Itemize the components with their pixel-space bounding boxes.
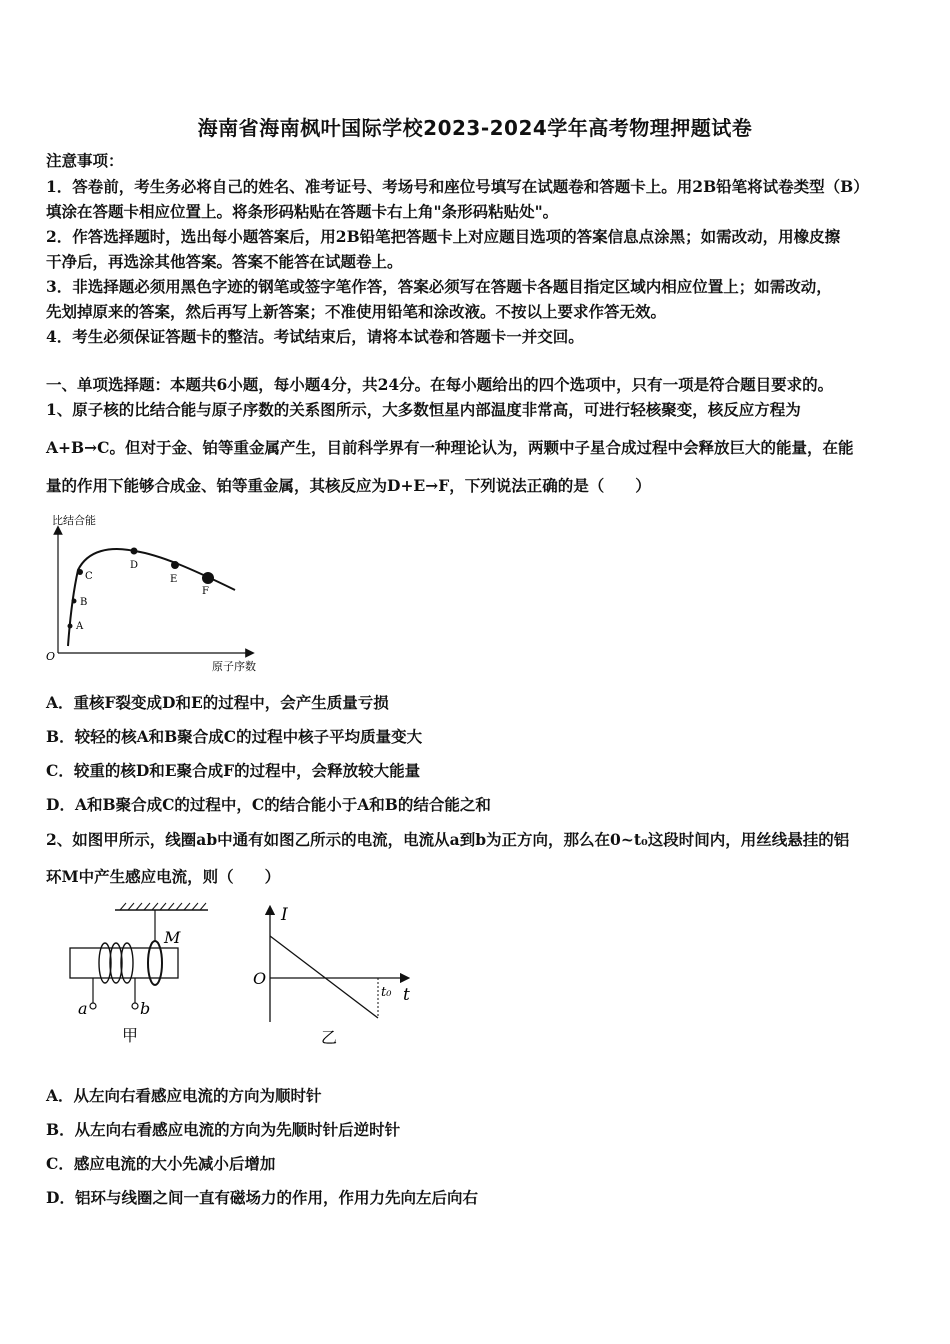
page-title: 海南省海南枫叶国际学校2023-2024学年高考物理押题试卷	[197, 116, 753, 140]
q1-option-b: B．较轻的核A和B聚合成C的过程中核子平均质量变大	[46, 727, 423, 746]
label-a: A	[76, 621, 84, 632]
t0-label: t₀	[381, 985, 392, 1000]
q2-option-a: A．从左向右看感应电流的方向为顺时针	[46, 1086, 322, 1105]
label-c: C	[85, 571, 93, 582]
current-graph	[245, 900, 430, 1050]
q2-option-b: B．从左向右看感应电流的方向为先顺时针后逆时针	[46, 1120, 401, 1139]
q1-option-a: A．重核F裂变成D和E的过程中，会产生质量亏损	[46, 693, 389, 712]
q2-option-c: C．感应电流的大小先减小后增加	[46, 1154, 276, 1173]
q1-stem: 量的作用下能够合成金、铂等重金属，其核反应为D+E→F，下列说法正确的是（ ）	[46, 476, 651, 495]
y-axis-label: 比结合能	[52, 514, 96, 527]
caption-jia: 甲	[122, 1026, 139, 1045]
q2-option-d: D．铝环与线圈之间一直有磁场力的作用，作用力先向左后向右	[46, 1188, 478, 1207]
q2-stem: 2、如图甲所示，线圈ab中通有如图乙所示的电流，电流从a到b为正方向，那么在0~t₀这段时间内，用丝线悬挂的铝	[46, 830, 850, 849]
coil-figure	[60, 898, 230, 1053]
caption-yi: 乙	[321, 1028, 338, 1047]
notice-heading: 注意事项：	[46, 151, 124, 170]
q1-stem: 1、原子核的比结合能与原子序数的关系图所示，大多数恒星内部温度非常高，可进行轻核聚变，核反应方程为	[46, 400, 801, 419]
section-heading: 一、单项选择题：本题共6小题，每小题4分，共24分。在每小题给出的四个选项中，只有一项是符合题目要求的。	[46, 375, 834, 394]
point-e	[171, 561, 179, 569]
label-f: F	[202, 586, 209, 597]
q2-stem: 环M中产生感应电流，则（ ）	[46, 867, 281, 886]
t-axis-label: t	[403, 985, 410, 1005]
point-d	[131, 548, 138, 555]
x-axis-label: 原子序数	[212, 660, 256, 673]
q1-option-d: D．A和B聚合成C的过程中，C的结合能小于A和B的结合能之和	[46, 795, 491, 814]
q1-option-c: C．较重的核D和E聚合成F的过程中，会释放较大能量	[46, 761, 421, 780]
notice-line: 4．考生必须保证答题卡的整洁。考试结束后，请将本试卷和答题卡一并交回。	[46, 327, 584, 346]
point-a	[68, 624, 73, 629]
terminal-b: b	[140, 999, 151, 1018]
notice-line: 1．答卷前，考生务必将自己的姓名、准考证号、考场号和座位号填写在试题卷和答题卡上。用2B铅笔将试卷类型（B）	[46, 177, 869, 196]
current-line	[270, 936, 378, 1018]
point-b	[72, 599, 77, 604]
point-c	[77, 569, 83, 575]
label-b: B	[80, 597, 88, 608]
binding-energy-graph	[40, 508, 280, 678]
origin-label: O	[46, 650, 56, 663]
notice-line: 填涂在答题卡相应位置上。将条形码粘贴在答题卡右上角"条形码粘贴处"。	[46, 202, 559, 221]
ring-label: M	[164, 928, 181, 947]
notice-line: 干净后，再选涂其他答案。答案不能答在试题卷上。	[46, 252, 403, 271]
notice-line: 先划掉原来的答案，然后再写上新答案；不准使用铅笔和涂改液。不按以上要求作答无效。	[46, 302, 667, 321]
notice-line: 3．非选择题必须用黑色字迹的钢笔或签字笔作答，答案必须写在答题卡各题目指定区域内相应位置上；如需改动，	[46, 277, 832, 296]
q1-stem: A+B→C。但对于金、铂等重金属产生，目前科学界有一种理论认为，两颗中子星合成过程中会释放巨大的能量，在能	[46, 438, 854, 457]
point-f	[202, 572, 214, 584]
label-e: E	[170, 574, 178, 585]
terminal-a: a	[78, 999, 88, 1018]
notice-line: 2．作答选择题时，选出每小题答案后，用2B铅笔把答题卡上对应题目选项的答案信息点涂黑；如需改动，用橡皮擦	[46, 227, 841, 246]
label-d: D	[130, 560, 139, 571]
curve	[68, 549, 235, 646]
origin-label: O	[253, 969, 267, 988]
i-axis-label: I	[281, 905, 288, 925]
